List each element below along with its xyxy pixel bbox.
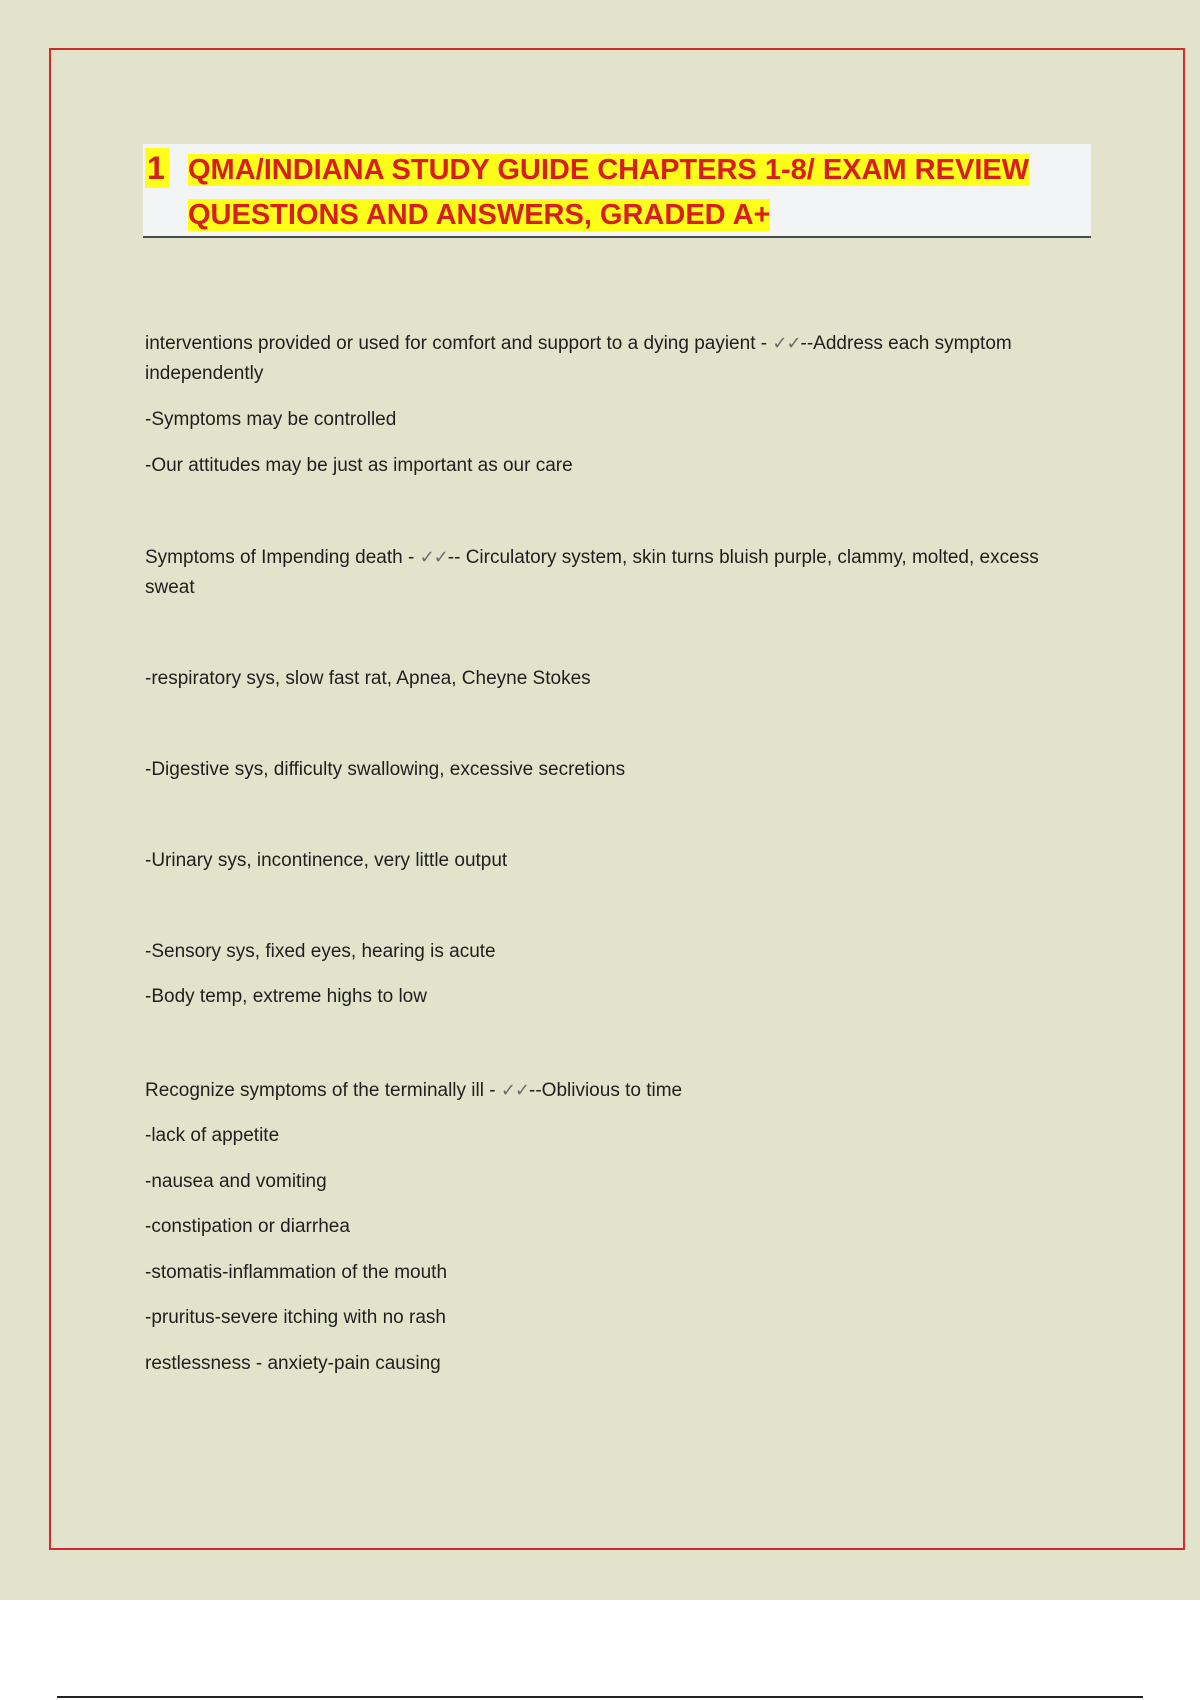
answer-line: -Our attitudes may be just as important as our care <box>145 455 573 476</box>
heading-title <box>188 148 1088 238</box>
double-check-icon: ✓✓ <box>419 547 448 568</box>
answer-line: -stomatis-inflammation of the mouth <box>145 1262 448 1283</box>
answer-line: -nausea and vomiting <box>145 1171 327 1192</box>
answer-line: -pruritus-severe itching with no rash <box>145 1307 446 1328</box>
answer-line: -Sensory sys, fixed eyes, hearing is acute <box>145 941 496 962</box>
question-text: Symptoms of Impending death - <box>145 547 420 568</box>
footer-rule <box>57 1696 1143 1698</box>
double-check-icon: ✓✓ <box>500 1080 530 1101</box>
document-heading <box>143 144 1091 238</box>
answer-text: -- Circulatory system, skin turns bluish purple, clammy, molted, excess sweat <box>145 547 1039 598</box>
answer-line: -Urinary sys, incontinence, very little output <box>145 850 508 871</box>
answer-line: -Symptoms may be controlled <box>145 409 397 430</box>
question-impending-death <box>145 543 1075 603</box>
question-text: interventions provided or used for comfort and support to a dying payient - <box>145 333 773 354</box>
answer-line: -Body temp, extreme highs to low <box>145 986 427 1007</box>
answer-text: --Oblivious to time <box>529 1080 683 1101</box>
answer-line: restlessness - anxiety-pain causing <box>145 1353 441 1374</box>
answer-line: -Digestive sys, difficulty swallowing, excessive secretions <box>145 759 626 780</box>
answer-text: --Address each symptom independently <box>145 333 1012 384</box>
heading-line-2: QUESTIONS AND ANSWERS, GRADED A+ <box>188 199 771 231</box>
answer-line: -lack of appetite <box>145 1125 280 1146</box>
question-comfort-interventions <box>145 329 1075 389</box>
question-text: Recognize symptoms of the terminally ill - <box>145 1080 501 1101</box>
answer-line: -constipation or diarrhea <box>145 1216 350 1237</box>
heading-number: 1 <box>145 148 169 188</box>
heading-line-1: QMA/INDIANA STUDY GUIDE CHAPTERS 1-8/ EXAM REVIEW <box>188 154 1030 186</box>
question-terminally-ill <box>145 1076 1075 1106</box>
double-check-icon: ✓✓ <box>772 333 801 354</box>
answer-line: -respiratory sys, slow fast rat, Apnea, Cheyne Stokes <box>145 668 591 689</box>
